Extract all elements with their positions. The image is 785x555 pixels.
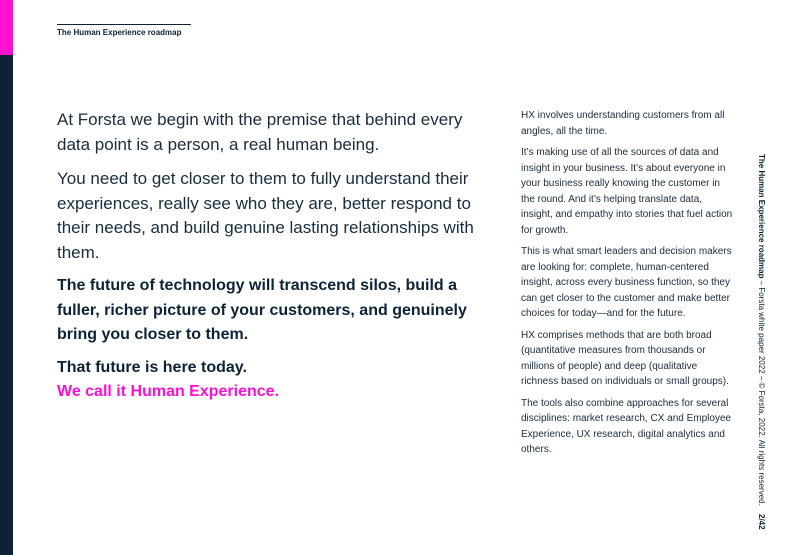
sidebar-paragraph: This is what smart leaders and decision makers are looking for: complete, human-centered insight, across every business function, so they can get closer to the customer and make better choices for today—and for the future. [521, 246, 732, 319]
future-today-text: That future is here today. [57, 358, 247, 376]
sidebar-paragraph: HX comprises methods that are both broad (quantitative measures from thousands or millions of people) and deep (qualitative richness based on individuals or small groups). [521, 329, 729, 387]
magenta-accent-bar [0, 0, 13, 55]
closer-paragraph: You need to get closer to them to fully understand their experiences, really see who they are, better respond to their needs, and build genuine lasting relationships with them. [57, 169, 474, 262]
header-title: The Human Experience roadmap [57, 28, 182, 37]
emphasis-paragraph: The future of technology will transcend silos, build a fuller, richer picture of your customers, and genuinely bring you closer to them. [57, 277, 467, 343]
left-edge-bar [0, 0, 13, 555]
main-column [57, 108, 477, 405]
page-number: 2/42 [757, 514, 766, 530]
header-rule [57, 24, 191, 25]
sidebar-paragraph: It’s making use of all the sources of data and insight in your business. It’s about everyone in your business really knowing the customer in the round. And it’s helping translate data, insight, and empathy into stories that fuel action for growth. [521, 147, 733, 236]
intro-paragraph: At Forsta we begin with the premise that behind every data point is a person, a real human being. [57, 110, 463, 154]
sidebar-column [521, 108, 736, 464]
human-experience-callout: We call it Human Experience. [57, 383, 280, 400]
vertical-footer [757, 154, 766, 506]
sidebar-paragraph: HX involves understanding customers from all angles, all the time. [521, 110, 725, 137]
footer-rights: – Forsta white paper 2022 – © Forsta, 2022. All rights reserved. [757, 278, 766, 506]
footer-title: The Human Experience roadmap [757, 154, 766, 279]
sidebar-paragraph: The tools also combine approaches for several disciplines: market research, CX and Employee Experience, UX research, digital analytics and others. [521, 397, 732, 455]
